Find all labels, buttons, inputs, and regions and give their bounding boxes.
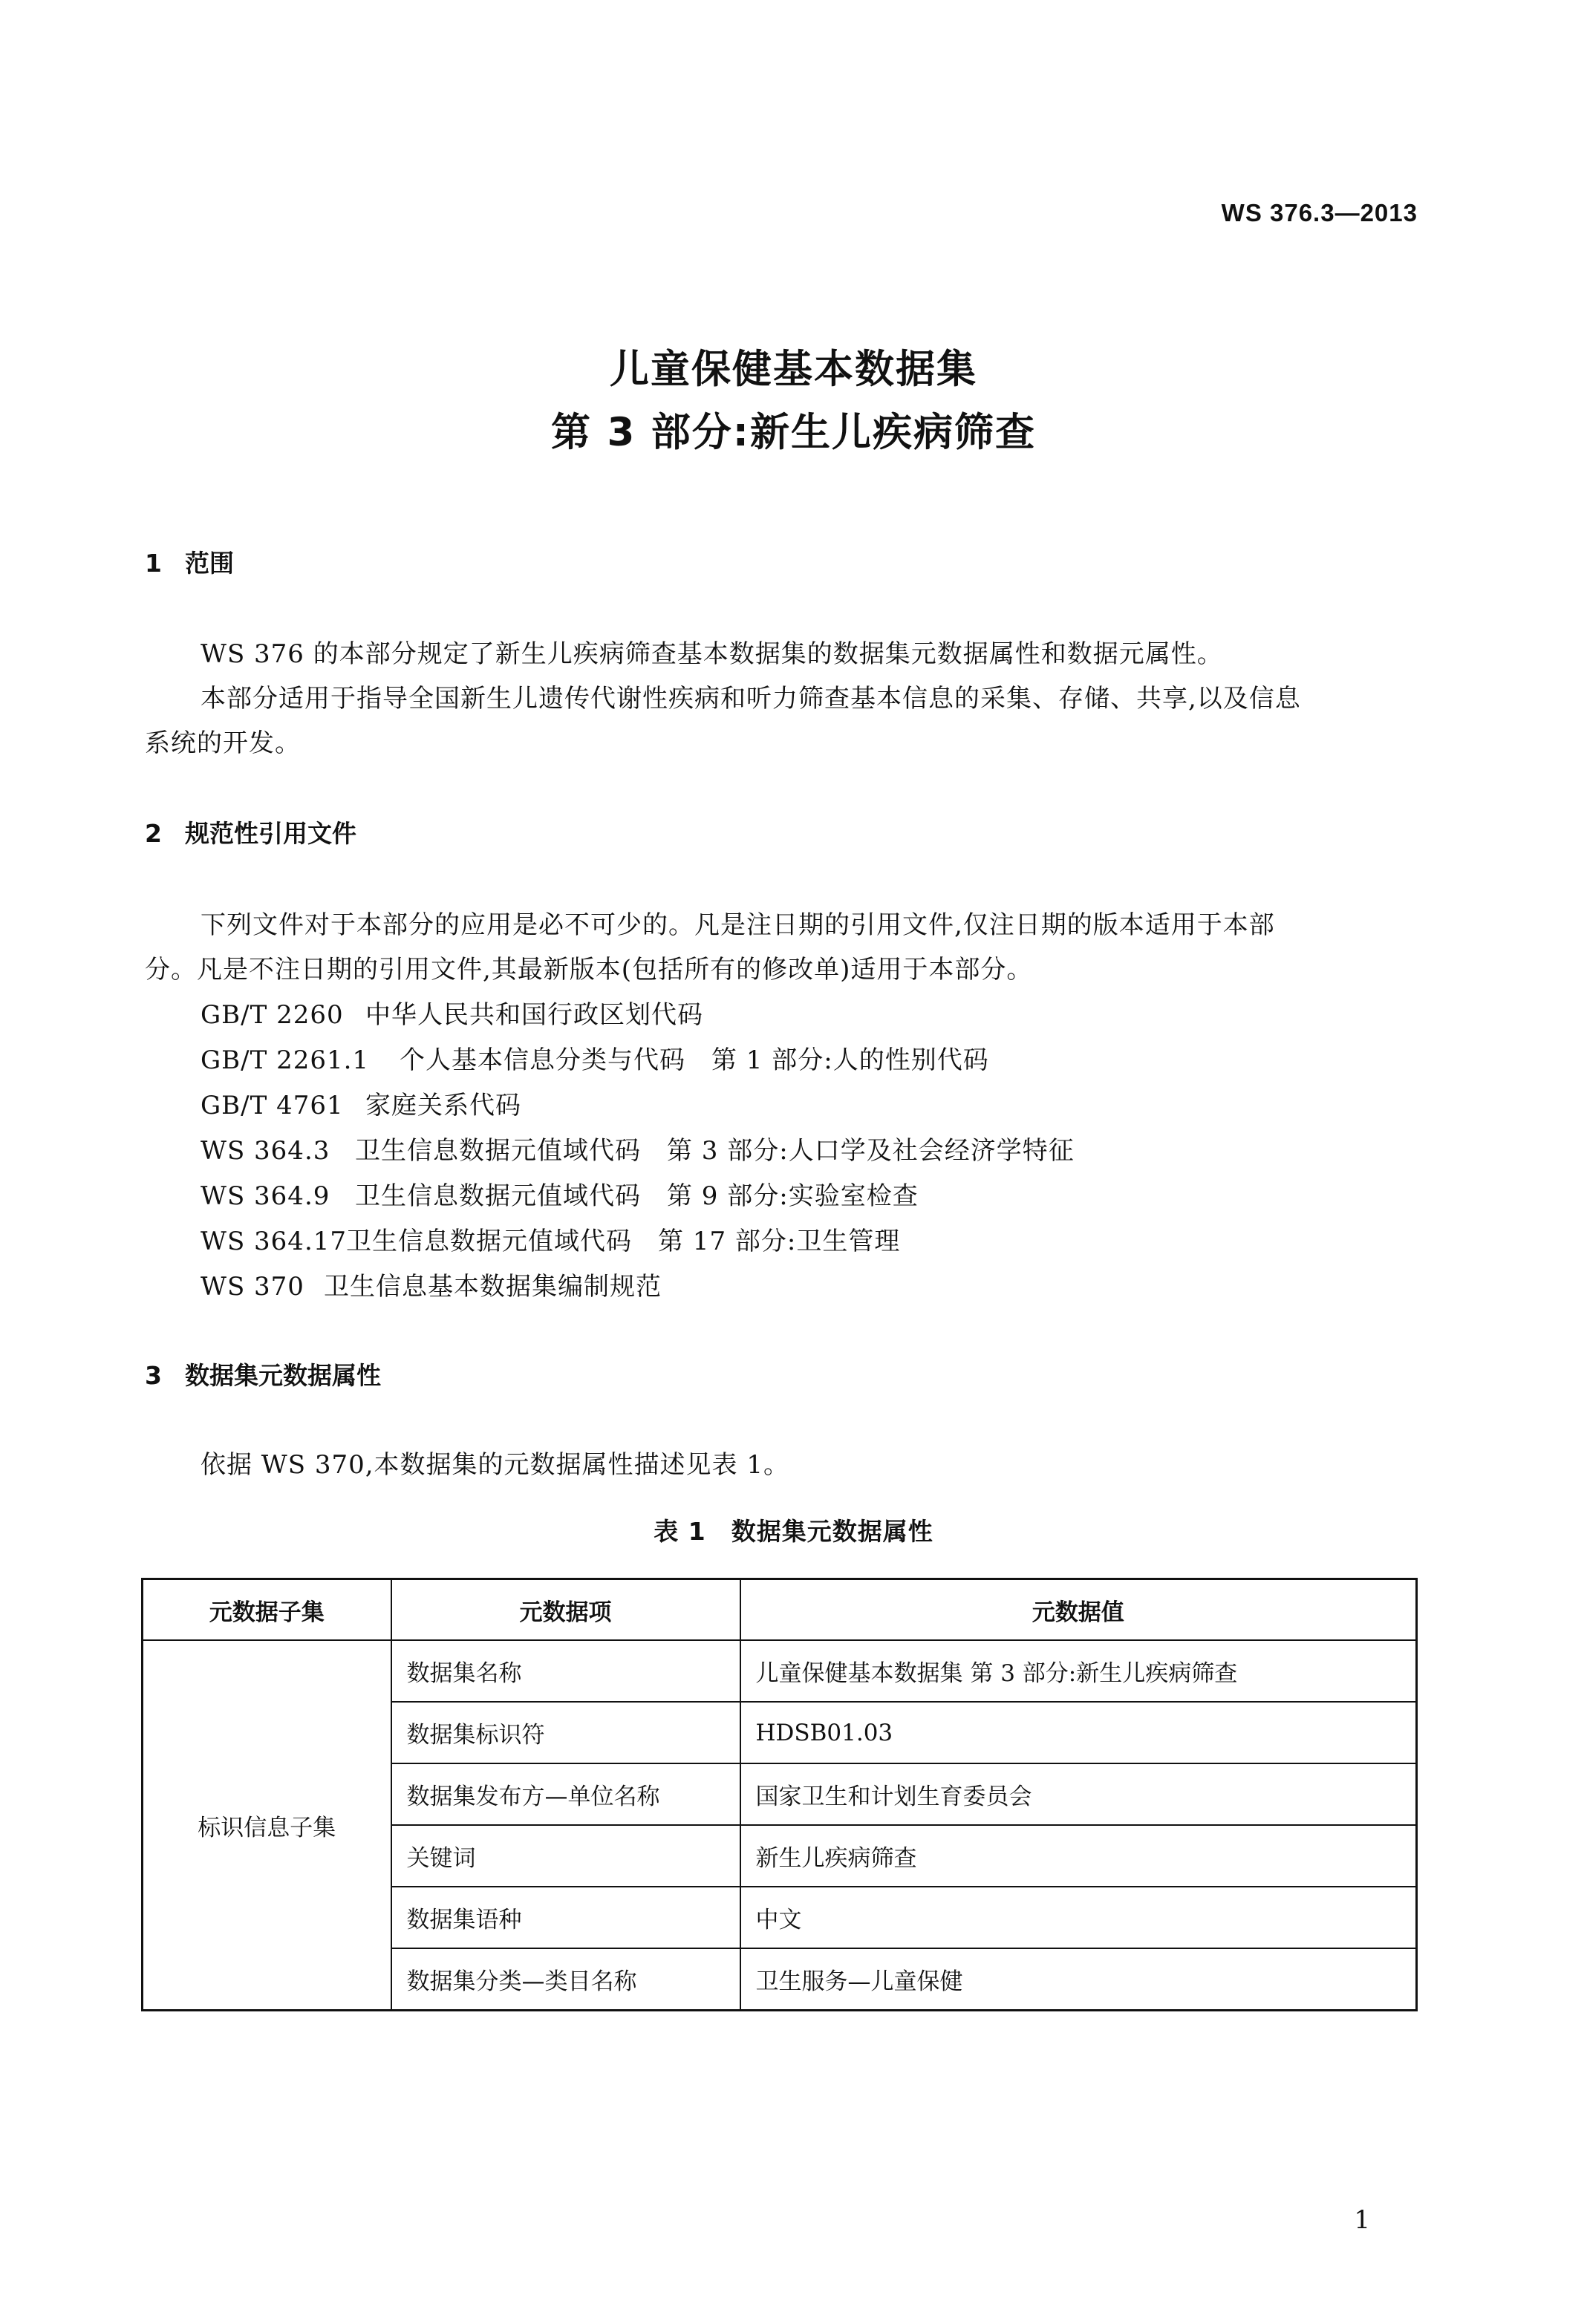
reference-item — [201, 1085, 521, 1121]
reference-item — [201, 1221, 900, 1257]
reference-title: 卫生信息基本数据集编制规范 — [324, 1272, 662, 1302]
column-header-item: 元数据项 — [391, 1579, 740, 1641]
scope-paragraph-1: WS 376 的本部分规定了新生儿疾病筛查基本数据集的数据集元数据属性和数据元属性。 — [201, 639, 1223, 669]
standard-code: WS 376.3—2013 — [1221, 199, 1418, 226]
column-header-value: 元数据值 — [740, 1579, 1417, 1641]
section-title: 规范性引用文件 — [185, 819, 356, 848]
scope-paragraph-2-line-2: 系统的开发。 — [145, 728, 301, 758]
subset-cell: 标识信息子集 — [143, 1640, 391, 2011]
reference-title: 卫生信息数据元值域代码 第 9 部分:实验室检查 — [355, 1181, 919, 1211]
reference-code: WS 364.17 — [201, 1227, 348, 1256]
section-1-heading — [145, 544, 234, 579]
reference-title: 卫生信息数据元值域代码 第 3 部分:人口学及社会经济学特征 — [355, 1136, 1075, 1166]
table-row — [143, 1640, 1417, 1702]
value-cell: 新生儿疾病筛查 — [740, 1825, 1417, 1887]
section-2-heading — [145, 815, 356, 849]
item-cell: 数据集名称 — [391, 1640, 740, 1702]
value-cell: 儿童保健基本数据集 第 3 部分:新生儿疾病筛查 — [740, 1640, 1417, 1702]
reference-item — [201, 1175, 919, 1212]
section-3-heading — [145, 1357, 381, 1391]
value-cell: 卫生服务—儿童保健 — [740, 1948, 1417, 2011]
section-number: 1 — [145, 549, 162, 578]
item-cell: 数据集语种 — [391, 1887, 740, 1948]
reference-item — [201, 1130, 1075, 1166]
reference-code: GB/T 4761 — [201, 1091, 344, 1120]
document-title-line-1: 儿童保健基本数据集 — [610, 347, 977, 392]
reference-title: 家庭关系代码 — [365, 1091, 521, 1120]
column-header-subset: 元数据子集 — [143, 1579, 391, 1641]
reference-item — [201, 1266, 662, 1302]
reference-code: GB/T 2261.1 — [201, 1045, 370, 1075]
table-1-caption: 表 1 数据集元数据属性 — [654, 1517, 933, 1546]
document-title-line-2: 第 3 部分:新生儿疾病筛查 — [551, 410, 1036, 455]
section-title: 数据集元数据属性 — [185, 1361, 381, 1390]
reference-item — [201, 1039, 989, 1076]
reference-code: GB/T 2260 — [201, 1000, 344, 1030]
section-number: 3 — [145, 1361, 162, 1390]
section-number: 2 — [145, 819, 162, 848]
metadata-table — [141, 1578, 1418, 2011]
table-header-row — [143, 1579, 1417, 1641]
value-cell: 中文 — [740, 1887, 1417, 1948]
item-cell: 数据集标识符 — [391, 1702, 740, 1763]
reference-title: 中华人民共和国行政区划代码 — [365, 1000, 703, 1030]
value-cell: 国家卫生和计划生育委员会 — [740, 1763, 1417, 1825]
reference-code: WS 364.3 — [201, 1136, 330, 1166]
scope-paragraph-2-line-1: 本部分适用于指导全国新生儿遗传代谢性疾病和听力筛查基本信息的采集、存储、共享,以及信息 — [201, 684, 1301, 714]
item-cell: 数据集分类—类目名称 — [391, 1948, 740, 2011]
normative-intro-line-2: 分。凡是不注日期的引用文件,其最新版本(包括所有的修改单)适用于本部分。 — [145, 955, 1033, 985]
normative-intro-line-1: 下列文件对于本部分的应用是必不可少的。凡是注日期的引用文件,仅注日期的版本适用于本部 — [201, 910, 1275, 940]
reference-title: 卫生信息数据元值域代码 第 17 部分:卫生管理 — [346, 1227, 901, 1256]
reference-title: 个人基本信息分类与代码 第 1 部分:人的性别代码 — [400, 1045, 989, 1075]
value-cell: HDSB01.03 — [740, 1702, 1417, 1763]
section-title: 范围 — [185, 549, 234, 578]
item-cell: 关键词 — [391, 1825, 740, 1887]
metadata-intro: 依据 WS 370,本数据集的元数据属性描述见表 1。 — [201, 1450, 789, 1480]
page-number: 1 — [1354, 2205, 1370, 2235]
reference-item — [201, 994, 703, 1031]
reference-code: WS 370 — [201, 1272, 304, 1302]
reference-code: WS 364.9 — [201, 1181, 330, 1211]
item-cell: 数据集发布方—单位名称 — [391, 1763, 740, 1825]
